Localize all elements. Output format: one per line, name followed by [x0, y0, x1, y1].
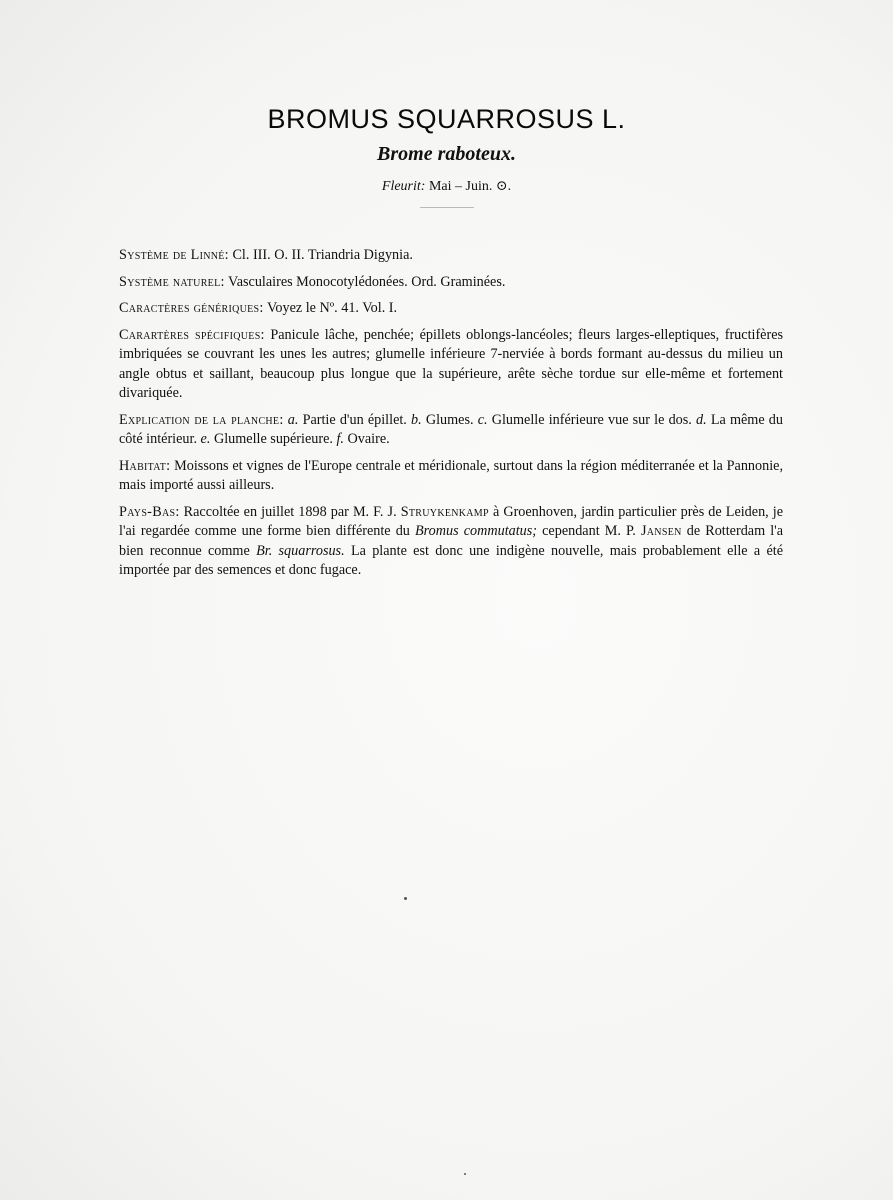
section-label: Carartères spécifiques: — [119, 326, 265, 343]
section-label: Pays-Bas: — [119, 503, 180, 520]
section-text: à Groenhoven, jardin particulier près de Leiden, je l'ai regardée comme une forme bien différente du — [119, 503, 784, 539]
flowering-label: Fleurit: — [381, 179, 426, 194]
legend-text-b: Glumes. — [425, 411, 474, 428]
legend-text-e: Glumelle supérieure. — [213, 431, 333, 447]
legend-key-f: f. — [336, 431, 344, 447]
legend-key-d: d. — [696, 411, 707, 428]
section-text: Moissons et vignes de l'Europe centrale et méridionale, surtout dans la région méditerranée et la Pannonie, mais importé aussi ailleurs. — [119, 457, 783, 493]
title-divider — [420, 207, 474, 208]
section-text: de Rotterdam l'a bien reconnue comme — [119, 523, 784, 559]
section-text: Vasculaires Monocotylédonées. Ord. Graminées. — [228, 273, 506, 290]
section-text: cependant M. P. — [542, 523, 636, 539]
section-label: Habitat: — [119, 457, 171, 474]
section-explication — [119, 411, 783, 450]
speck-mark — [404, 897, 407, 900]
section-habitat — [119, 457, 783, 496]
section-text: Cl. III. O. II. Triandria Digynia. — [232, 247, 413, 263]
common-name: Brome raboteux. — [377, 143, 516, 165]
section-generiques — [119, 299, 783, 319]
species-title: BROMUS SQUARROSUS L. — [267, 104, 626, 134]
legend-text-d: La même du côté intérieur. — [119, 411, 783, 447]
section-linne — [119, 246, 783, 266]
flowering-value: Mai – Juin. ⊙. — [428, 179, 512, 194]
speck-mark — [464, 1173, 466, 1175]
flowering-line — [0, 178, 893, 195]
person-name: Jansen — [640, 523, 682, 539]
section-naturel — [119, 273, 783, 293]
section-specifiques — [119, 326, 783, 404]
species-reference: Br. squarrosus. — [256, 542, 345, 559]
section-text: Voyez le Nº. 41. Vol. I. — [266, 300, 398, 316]
collector-name: Struykenkamp — [400, 503, 489, 520]
section-label: Caractères génériques: — [119, 300, 264, 316]
species-reference: Bromus commutatus; — [415, 523, 538, 539]
legend-key-b: b. — [411, 411, 422, 428]
section-label: Explication de la planche: — [119, 411, 284, 428]
legend-key-c: c. — [477, 411, 488, 428]
section-text: Raccoltée en juillet 1898 par M. F. J. — [183, 503, 397, 520]
section-label: Système de Linné: — [119, 247, 229, 263]
section-paysbas — [119, 503, 783, 581]
legend-text-f: Ovaire. — [347, 431, 390, 447]
legend-key-e: e. — [200, 431, 211, 447]
legend-text-a: Partie d'un épillet. — [302, 411, 407, 428]
section-label: Système naturel: — [119, 273, 225, 290]
legend-text-c: Glumelle inférieure vue sur le dos. — [491, 411, 692, 428]
legend-key-a: a. — [287, 411, 299, 428]
section-text: La plante est donc une indigène nouvelle, mais probablement elle a été importée par des semences et donc fugace. — [119, 542, 783, 578]
description-body — [119, 246, 783, 588]
section-text: Panicule lâche, penchée; épillets oblongs-lancéoles; fleurs larges-elleptiques, fructifères imbriquées se couvrant les unes les autres; glumelle inférieure 7-nerviée à bords formant au-dessus du milieu un angle obtus et saillant, beaucoup plus longue que la supérieure, arête sèche tordue sur elle-même et fortement divariquée. — [119, 326, 784, 401]
